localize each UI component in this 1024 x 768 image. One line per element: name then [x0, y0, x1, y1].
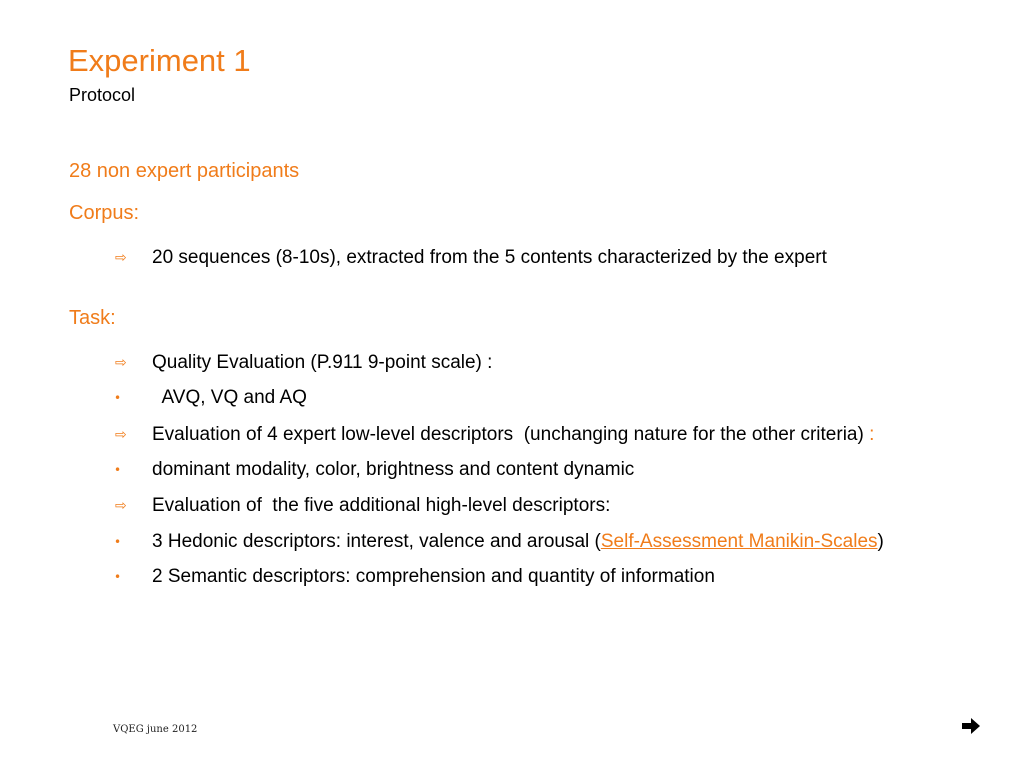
task-item-high-level: [112, 493, 610, 519]
task-item-text: Evaluation of the five additional high-level descriptors:: [152, 495, 611, 516]
slide-title: Experiment 1: [68, 43, 251, 78]
task-item-text: AVQ, VQ and AQ: [152, 387, 307, 408]
footer-text: VQEG june 2012: [113, 724, 198, 735]
bullet-dot-icon: •: [114, 535, 122, 549]
task-item-text: [152, 531, 884, 553]
task-item-colon: :: [869, 424, 875, 445]
corpus-item-text: 20 sequences (8-10s), extracted from the 5 contents characterized by the expert: [152, 247, 827, 268]
task-item-low-level: [112, 422, 874, 448]
task-item-text-main: Evaluation of 4 expert low-level descriptors (unchanging nature for the other criteria): [152, 424, 870, 445]
task-item-text: 2 Semantic descriptors: comprehension and quantity of information: [152, 566, 715, 587]
participants-heading: 28 non expert participants: [69, 160, 300, 182]
corpus-heading: Corpus:: [69, 202, 140, 224]
task-item-semantic: [112, 564, 715, 590]
bullet-dot-icon: •: [114, 391, 122, 405]
bullet-dot-icon: •: [114, 463, 122, 477]
task-item-text: dominant modality, color, brightness and content dynamic: [152, 459, 635, 480]
shadowed-arrow-icon: ⇨: [115, 250, 127, 266]
bullet-dot-icon: •: [114, 570, 122, 584]
slide-subtitle: Protocol: [69, 85, 136, 105]
task-item-text-suffix: ): [877, 531, 884, 552]
shadowed-arrow-icon: ⇨: [115, 427, 127, 443]
task-item-text-prefix: 3 Hedonic descriptors: interest, valence and arousal (: [152, 531, 601, 552]
shadowed-arrow-icon: ⇨: [115, 355, 127, 371]
task-heading: Task:: [69, 307, 116, 329]
sam-scales-link[interactable]: Self-Assessment Manikin-Scales: [600, 531, 878, 552]
task-item-hedonic: [112, 529, 884, 555]
task-item-text: [152, 424, 874, 446]
corpus-item: [112, 245, 827, 271]
task-item-dominant: [112, 457, 634, 483]
task-item-text: Quality Evaluation (P.911 9-point scale) :: [152, 352, 493, 373]
task-item-quality: [112, 350, 492, 376]
task-item-avq: [112, 385, 307, 411]
shadowed-arrow-icon: ⇨: [115, 498, 127, 514]
next-arrow-icon[interactable]: [960, 716, 982, 736]
